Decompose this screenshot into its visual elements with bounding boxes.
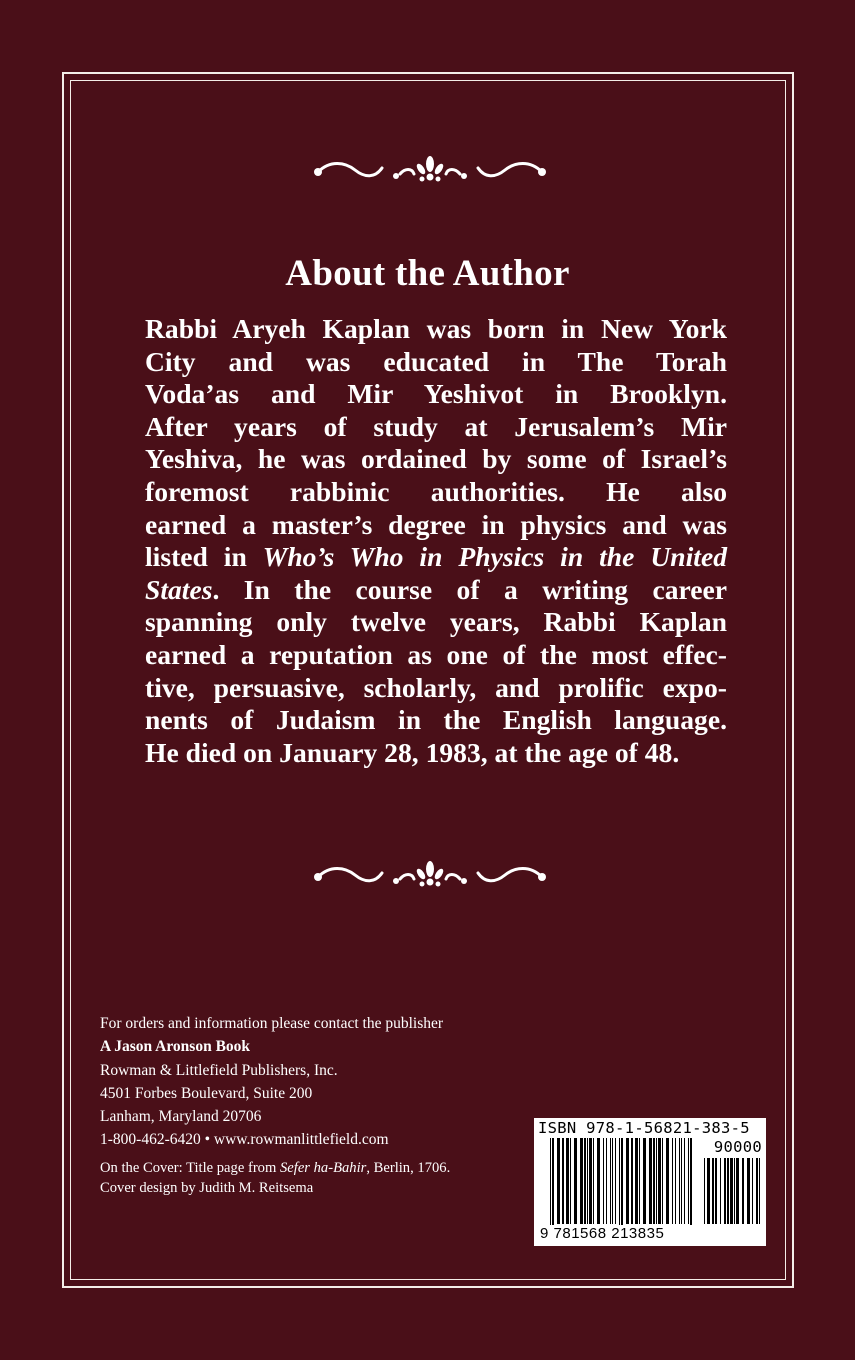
barcode-digits: 9 781568 213835 (538, 1225, 764, 1242)
barcode-bar (666, 1138, 669, 1224)
barcode-bar (580, 1138, 583, 1224)
bio-line: Yeshiva, he was ordained by some of Israel’s (145, 443, 727, 475)
barcode-bar (720, 1158, 721, 1224)
bio-line: After years of study at Jerusalem’s Mir (145, 410, 727, 442)
cover-credits (100, 1158, 540, 1198)
bio-line (145, 574, 727, 607)
barcode-bar (626, 1138, 629, 1224)
barcode-bar (552, 1138, 554, 1230)
barcode-bar (635, 1138, 638, 1224)
barcode-bar (724, 1158, 726, 1224)
price-code: 90000 (713, 1138, 762, 1156)
bio-line: nents of Judaism in the English language. (145, 704, 727, 736)
barcode-bar (584, 1138, 586, 1224)
barcode-bar (684, 1138, 685, 1224)
barcode-bar (688, 1138, 689, 1224)
barcode-bar (610, 1138, 611, 1224)
barcode-bar (736, 1158, 739, 1224)
barcode-bar (658, 1138, 661, 1224)
barcode-bar (619, 1138, 620, 1230)
barcode-bar (704, 1158, 705, 1224)
author-biography (145, 313, 727, 769)
cover-design-credit: Cover design by Judith M. Reitsema (100, 1179, 314, 1196)
cover-illustration-credit (100, 1158, 540, 1178)
barcode-bar (752, 1158, 753, 1224)
bio-line: tive, persuasive, scholarly, and prolific expo- (145, 671, 727, 703)
barcode-bar (715, 1158, 717, 1224)
barcode-bar (570, 1138, 571, 1224)
barcode-bar (690, 1138, 692, 1230)
barcode-bar (631, 1138, 633, 1224)
top-flourish-ornament (310, 150, 550, 190)
barcode-bar (734, 1158, 735, 1224)
barcode-bar (615, 1138, 616, 1224)
bio-line (145, 541, 727, 574)
barcode-bar (643, 1138, 646, 1224)
bio-text: listed in (145, 541, 247, 573)
bio-line: foremost rabbinic authorities. He also (145, 475, 727, 507)
barcode-bar (566, 1138, 569, 1224)
bio-line: earned a master’s degree in physics and was (145, 508, 727, 540)
section-title: About the Author (285, 253, 570, 294)
barcode-bar (562, 1138, 564, 1224)
bio-line: City and was educated in The Torah (145, 345, 727, 377)
barcode-bar (587, 1138, 588, 1224)
publisher-address: 4501 Forbes Boulevard, Suite 200 (100, 1084, 313, 1102)
barcode-bar (730, 1158, 733, 1224)
barcode-bar (603, 1138, 604, 1224)
barcode-bar (672, 1138, 673, 1224)
barcode-bar (606, 1138, 607, 1224)
bio-line: Rabbi Aryeh Kaplan was born in New York (145, 313, 727, 344)
barcode-bar (597, 1138, 600, 1224)
barcode-bar (593, 1138, 594, 1224)
barcode-bar (550, 1138, 551, 1230)
bio-line: spanning only twelve years, Rabbi Kaplan (145, 606, 727, 638)
isbn-barcode (534, 1118, 766, 1246)
cover-credit-prefix: On the Cover: Title page from (100, 1159, 280, 1176)
barcode-bar (742, 1158, 744, 1224)
cover-credit-suffix: , Berlin, 1706. (366, 1159, 451, 1176)
barcode-bar (656, 1138, 657, 1224)
bio-text: . In the course of a writing career (212, 573, 727, 605)
book-title-italic-end: States (145, 573, 213, 605)
barcode-bar (727, 1158, 729, 1224)
isbn-number: ISBN 978-1-56821-383-5 (538, 1119, 750, 1137)
book-title-italic: Who’s Who in Physics in the United (262, 541, 728, 573)
publisher-city: Lanham, Maryland 20706 (100, 1108, 262, 1126)
barcode-bar (589, 1138, 592, 1224)
barcode-bar (747, 1158, 750, 1224)
barcode-bar (621, 1138, 623, 1230)
barcode-bar (675, 1138, 676, 1224)
bio-line: earned a reputation as one of the most effec- (145, 638, 727, 670)
barcode-bar (759, 1158, 760, 1224)
barcode-bar (707, 1158, 710, 1224)
imprint-name: A Jason Aronson Book (100, 1038, 251, 1056)
publisher-phone-website: 1-800-462-6420 • www.rowmanlittlefield.com (100, 1131, 389, 1149)
cover-source-title: Sefer ha-Bahir (279, 1159, 367, 1176)
barcode-bar (639, 1138, 640, 1224)
barcode-bar (574, 1138, 577, 1224)
barcode-bar (653, 1138, 655, 1224)
barcode-bar (679, 1138, 680, 1224)
bio-line: Voda’as and Mir Yeshivot in Brooklyn. (145, 378, 727, 410)
barcode-bar (612, 1138, 613, 1224)
barcode-bar (681, 1138, 682, 1224)
contact-intro: For orders and information please contact the publisher (100, 1015, 444, 1032)
barcode-bar (649, 1138, 652, 1224)
barcode-bar (756, 1158, 758, 1224)
barcode-bar (662, 1138, 663, 1224)
barcode-bar (557, 1138, 560, 1224)
barcode-bar (712, 1158, 714, 1224)
publisher-contact-block (100, 1012, 540, 1198)
publisher-name: Rowman & Littlefield Publishers, Inc. (100, 1061, 338, 1079)
bio-line: He died on January 28, 1983, at the age of 48. (145, 736, 680, 768)
bottom-flourish-ornament (310, 855, 550, 895)
